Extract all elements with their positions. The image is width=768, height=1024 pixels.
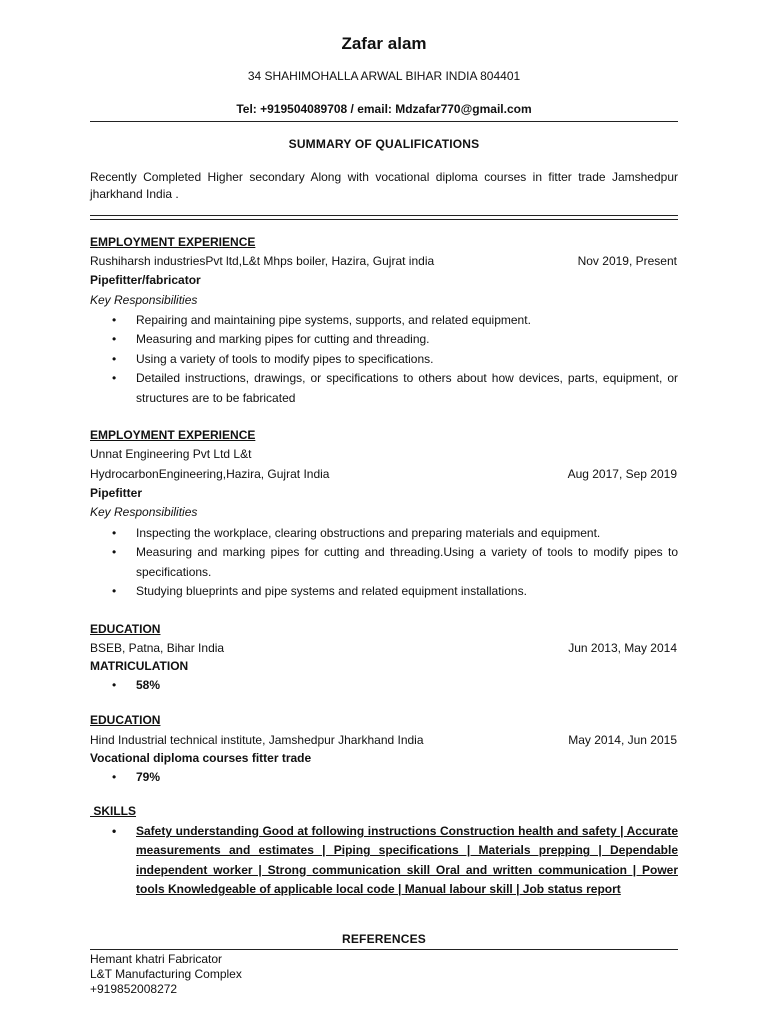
education-2-score: 79%: [136, 770, 161, 784]
bullet-icon: •: [112, 351, 117, 366]
education-1-score-list: [90, 676, 678, 695]
bullet-icon: •: [112, 313, 117, 327]
summary-divider-bottom: [90, 219, 678, 220]
experience-2-company-line-1: Unnat Engineering Pvt Ltd L&t: [90, 447, 252, 461]
experience-2-role: Pipefitter: [90, 486, 143, 500]
education-2-institution: Hind Industrial technical institute, Jamshedpur Jharkhand India: [90, 733, 424, 747]
bullet-icon: •: [112, 526, 117, 540]
bullet-icon: •: [112, 770, 117, 784]
reference-name: Hemant khatri Fabricator: [90, 952, 223, 966]
skills-heading: SKILLS: [90, 804, 137, 818]
bullet-icon: •: [112, 332, 117, 347]
header-divider: [90, 121, 678, 122]
experience-2-resp-label: Key Responsibilities: [90, 505, 198, 519]
education-2-heading: EDUCATION: [90, 713, 161, 727]
list-item: • Using a variety of tools to modify pipes to specifications.: [90, 350, 678, 369]
bullet-icon: •: [112, 545, 117, 560]
experience-1-role: Pipefitter/fabricator: [90, 273, 201, 287]
experience-1-dates: Nov 2019, Present: [577, 254, 677, 268]
experience-1-resp-label: Key Responsibilities: [90, 293, 198, 307]
education-2-qualification: Vocational diploma courses fitter trade: [90, 751, 312, 765]
education-1-heading: EDUCATION: [90, 622, 161, 636]
reference-phone: +919852008272: [90, 982, 178, 996]
list-item: • Detailed instructions, drawings, or specifications to others about how devices, parts, equipment, or structures are to be fabricated: [112, 371, 678, 405]
education-1-dates: Jun 2013, May 2014: [568, 641, 677, 655]
experience-2-heading: EMPLOYMENT EXPERIENCE: [90, 428, 256, 442]
skills-list: [90, 822, 678, 900]
experience-1-heading: EMPLOYMENT EXPERIENCE: [90, 235, 256, 249]
list-item: • Measuring and marking pipes for cutting and threading.Using a variety of tools to modify pipes to specifications.: [112, 545, 678, 579]
education-1-score: 58%: [136, 678, 161, 692]
experience-1-bullets: [90, 311, 678, 408]
list-item: [90, 768, 678, 787]
contact-line: Tel: +919504089708 / email: Mdzafar770@gmail.com: [236, 102, 532, 116]
list-item: • Measuring and marking pipes for cutting and threading.: [90, 330, 678, 349]
education-2-dates: May 2014, Jun 2015: [568, 733, 677, 747]
experience-2-company-line-2: HydrocarbonEngineering,Hazira, Gujrat India: [90, 467, 330, 481]
education-1-qualification: MATRICULATION: [90, 659, 189, 673]
references-heading: REFERENCES: [341, 932, 426, 946]
experience-2-bullets: [90, 524, 678, 602]
bullet-icon: •: [112, 678, 117, 692]
bullet-icon: •: [112, 584, 117, 599]
summary-text: Recently Completed Higher secondary Along with vocational diploma courses in fitter trade Jamshedpur jharkhand India .: [90, 170, 678, 201]
education-2-score-list: [90, 768, 678, 787]
bullet-icon: •: [112, 371, 117, 386]
references-block: [90, 952, 242, 997]
references-divider: [90, 949, 678, 950]
list-item: [90, 676, 678, 695]
experience-1-company: Rushiharsh industriesPvt ltd,L&t Mhps boiler, Hazira, Gujrat india: [90, 254, 435, 268]
list-item: • Repairing and maintaining pipe systems, supports, and related equipment.: [90, 311, 678, 330]
skills-text: Safety understanding Good at following instructions Construction health and safety | Accurate measurements and estimates | Piping specifications | Materials prepping | Dependable independent worker | Strong communication skill Oral and written communication | Power tools Knowledgeable of applicable local code | Manual labour skill | Job status report: [136, 824, 678, 897]
summary-divider-top: [90, 215, 678, 216]
summary-heading: SUMMARY OF QUALIFICATIONS: [288, 137, 480, 151]
list-item: [90, 822, 678, 900]
candidate-name: Zafar alam: [341, 34, 427, 53]
address: 34 SHAHIMOHALLA ARWAL BIHAR INDIA 804401: [247, 69, 521, 83]
reference-company: L&T Manufacturing Complex: [90, 967, 242, 981]
list-item: • Inspecting the workplace, clearing obstructions and preparing materials and equipment.: [90, 524, 678, 543]
experience-2-dates: Aug 2017, Sep 2019: [567, 467, 677, 481]
bullet-icon: •: [112, 824, 117, 838]
list-item: • Studying blueprints and pipe systems and related equipment installations.: [90, 582, 678, 601]
education-1-institution: BSEB, Patna, Bihar India: [90, 641, 225, 655]
